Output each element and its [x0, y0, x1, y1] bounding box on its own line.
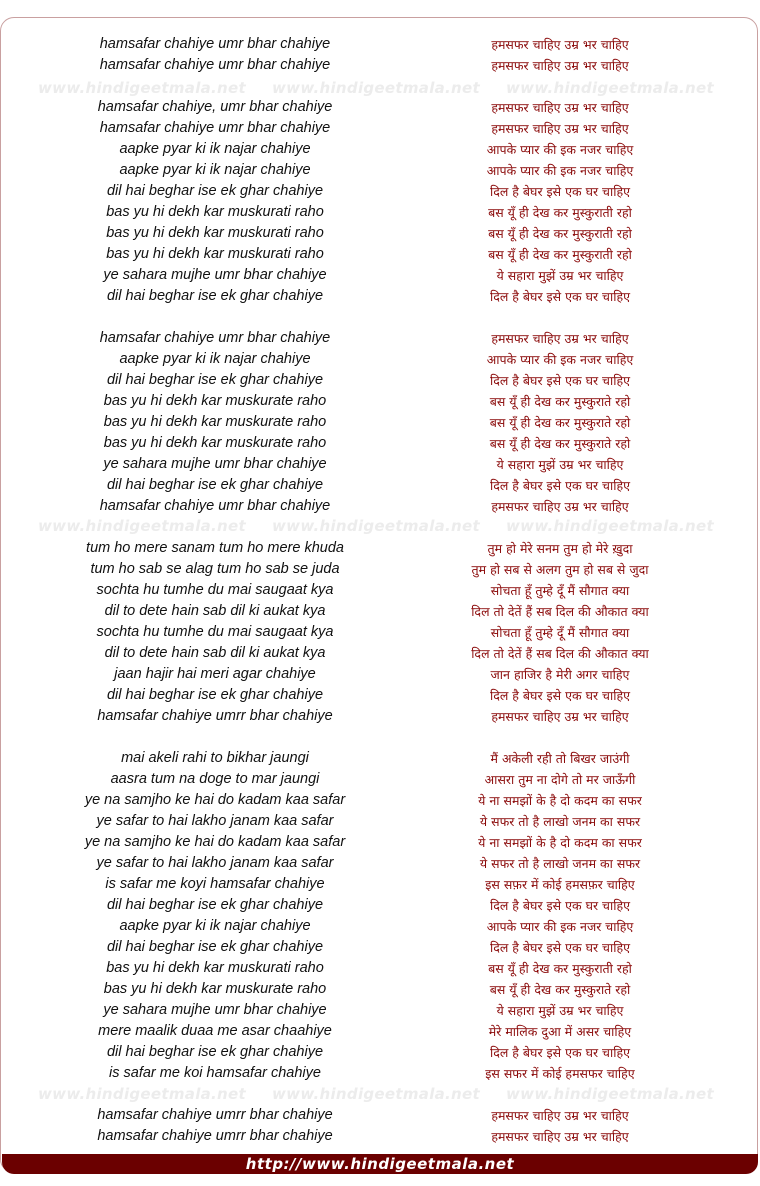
lyric-line-english: ye sahara mujhe umr bhar chahiye — [103, 267, 327, 283]
lyric-line-hindi: ये सहारा मुझें उम्र भर चाहिए — [496, 268, 624, 283]
lyric-line-hindi: सोचता हूँ तुम्हे दूँ मैं सौगात क्या — [490, 583, 630, 598]
lyric-line-english: dil hai beghar ise ek ghar chahiye — [106, 477, 324, 493]
lyric-line-hindi: तुम हो सब से अलग तुम हो सब से जुदा — [471, 562, 649, 577]
lyric-line-english: aapke pyar ki ik najar chahiye — [119, 918, 311, 934]
lyric-line-hindi: दिल है बेघर इसे एक घर चाहिए — [489, 1045, 631, 1060]
lyric-line-hindi: हमसफर चाहिए उम्र भर चाहिए — [491, 1129, 629, 1144]
watermark-text: www.hindigeetmala.net — [506, 517, 714, 535]
lyric-line-english: bas yu hi dekh kar muskurate raho — [103, 435, 327, 451]
lyric-line-hindi: ये ना समझों के है दो कदम का सफर — [478, 835, 642, 850]
lyric-line-english: bas yu hi dekh kar muskurate raho — [103, 414, 327, 430]
lyric-line-hindi: हमसफर चाहिए उम्र भर चाहिए — [491, 1108, 629, 1123]
lyric-line-hindi: जान हाजिर है मेरी अगर चाहिए — [490, 667, 630, 682]
lyric-line-hindi: दिल तो देतें हैं सब दिल की औकात क्या — [471, 646, 649, 661]
lyric-line-english: aasra tum na doge to mar jaungi — [110, 771, 320, 787]
lyric-line-english: dil hai beghar ise ek ghar chahiye — [106, 939, 324, 955]
lyric-line-english: tum ho sab se alag tum ho sab se juda — [90, 561, 340, 577]
lyric-line-english: is safar me koyi hamsafar chahiye — [105, 876, 325, 892]
lyric-line-english: is safar me koi hamsafar chahiye — [109, 1065, 321, 1081]
watermark-row — [0, 517, 760, 539]
lyric-line-english: ye sahara mujhe umr bhar chahiye — [103, 1002, 327, 1018]
lyric-line-hindi: बस यूँ ही देख कर मुस्कुराते रहो — [489, 436, 631, 451]
lyric-line-english: ye na samjho ke hai do kadam kaa safar — [84, 792, 346, 808]
lyric-line-english: hamsafar chahiye umrr bhar chahiye — [97, 1128, 333, 1144]
lyric-line-hindi: बस यूँ ही देख कर मुस्कुराती रहो — [488, 247, 632, 262]
lyric-line-hindi: बस यूँ ही देख कर मुस्कुराते रहो — [489, 394, 631, 409]
footer-url-link[interactable]: http://www.hindigeetmala.net — [2, 1154, 758, 1174]
lyric-line-hindi: आसरा तुम ना दोगे तो मर जाऊँगी — [484, 772, 636, 787]
lyric-line-hindi: ये सफर तो है लाखो जनम का सफर — [479, 856, 641, 871]
lyric-line-english: dil hai beghar ise ek ghar chahiye — [106, 687, 324, 703]
lyric-line-hindi: बस यूँ ही देख कर मुस्कुराती रहो — [488, 205, 632, 220]
lyric-line-hindi: ये सहारा मुझें उम्र भर चाहिए — [496, 457, 624, 472]
watermark-text: www.hindigeetmala.net — [272, 79, 480, 97]
watermark-text: www.hindigeetmala.net — [38, 1085, 246, 1103]
lyric-line-hindi: हमसफर चाहिए उम्र भर चाहिए — [491, 58, 629, 73]
lyric-line-english: aapke pyar ki ik najar chahiye — [119, 162, 311, 178]
lyric-line-english: hamsafar chahiye umr bhar chahiye — [99, 36, 331, 52]
lyric-line-hindi: हमसफर चाहिए उम्र भर चाहिए — [491, 37, 629, 52]
lyric-line-english: bas yu hi dekh kar muskurate raho — [103, 981, 327, 997]
lyric-line-english: ye safar to hai lakho janam kaa safar — [96, 813, 334, 829]
lyric-line-english: hamsafar chahiye umr bhar chahiye — [99, 57, 331, 73]
lyric-line-hindi: मेरे मालिक दुआ में असर चाहिए — [488, 1024, 632, 1039]
lyric-line-hindi: दिल तो देतें हैं सब दिल की औकात क्या — [471, 604, 649, 619]
lyric-line-english: aapke pyar ki ik najar chahiye — [119, 351, 311, 367]
lyric-line-english: bas yu hi dekh kar muskurati raho — [106, 225, 324, 241]
lyric-line-hindi: दिल है बेघर इसे एक घर चाहिए — [489, 478, 631, 493]
lyric-line-hindi: आपके प्यार की इक नजर चाहिए — [486, 142, 634, 157]
lyric-line-hindi: दिल है बेघर इसे एक घर चाहिए — [489, 940, 631, 955]
lyric-line-hindi: दिल है बेघर इसे एक घर चाहिए — [489, 289, 631, 304]
lyric-line-hindi: आपके प्यार की इक नजर चाहिए — [486, 352, 634, 367]
lyric-line-english: hamsafar chahiye umrr bhar chahiye — [97, 1107, 333, 1123]
lyric-line-hindi: हमसफर चाहिए उम्र भर चाहिए — [491, 709, 629, 724]
lyric-line-english: dil hai beghar ise ek ghar chahiye — [106, 288, 324, 304]
lyric-line-hindi: दिल है बेघर इसे एक घर चाहिए — [489, 688, 631, 703]
lyric-line-english: dil to dete hain sab dil ki aukat kya — [104, 603, 326, 619]
lyric-line-english: hamsafar chahiye umr bhar chahiye — [99, 120, 331, 136]
lyric-line-hindi: हमसफर चाहिए उम्र भर चाहिए — [491, 100, 629, 115]
lyric-line-hindi: हमसफर चाहिए उम्र भर चाहिए — [491, 121, 629, 136]
lyric-line-hindi: इस सफर में कोई हमसफर चाहिए — [485, 1066, 635, 1081]
watermark-text: www.hindigeetmala.net — [38, 517, 246, 535]
lyric-line-english: hamsafar chahiye umrr bhar chahiye — [97, 708, 333, 724]
lyric-line-english: sochta hu tumhe du mai saugaat kya — [96, 624, 334, 640]
lyric-line-english: aapke pyar ki ik najar chahiye — [119, 141, 311, 157]
lyric-line-english: dil hai beghar ise ek ghar chahiye — [106, 1044, 324, 1060]
lyric-line-hindi: हमसफर चाहिए उम्र भर चाहिए — [491, 499, 629, 514]
lyric-line-hindi: आपके प्यार की इक नजर चाहिए — [486, 919, 634, 934]
lyric-line-english: bas yu hi dekh kar muskurati raho — [106, 960, 324, 976]
watermark-text: www.hindigeetmala.net — [272, 517, 480, 535]
lyric-line-hindi: मैं अकेली रही तो बिखर जाउंगी — [490, 751, 630, 766]
lyric-line-hindi: तुम हो मेरे सनम तुम हो मेरे ख़ुदा — [487, 541, 633, 556]
lyric-line-english: dil to dete hain sab dil ki aukat kya — [104, 645, 326, 661]
lyric-line-hindi: सोचता हूँ तुम्हे दूँ मैं सौगात क्या — [490, 625, 630, 640]
lyric-line-english: hamsafar chahiye umr bhar chahiye — [99, 330, 331, 346]
lyric-line-english: sochta hu tumhe du mai saugaat kya — [96, 582, 334, 598]
lyric-line-english: ye sahara mujhe umr bhar chahiye — [103, 456, 327, 472]
lyric-line-english: dil hai beghar ise ek ghar chahiye — [106, 183, 324, 199]
lyric-line-english: jaan hajir hai meri agar chahiye — [114, 666, 316, 682]
lyric-line-english: hamsafar chahiye, umr bhar chahiye — [97, 99, 333, 115]
lyric-line-english: bas yu hi dekh kar muskurate raho — [103, 393, 327, 409]
lyric-line-hindi: इस सफ़र में कोई हमसफ़र चाहिए — [485, 877, 635, 892]
lyric-line-hindi: बस यूँ ही देख कर मुस्कुराती रहो — [488, 961, 632, 976]
lyric-line-english: mere maalik duaa me asar chaahiye — [98, 1023, 332, 1039]
lyric-line-hindi: बस यूँ ही देख कर मुस्कुराते रहो — [489, 982, 631, 997]
lyric-line-english: ye safar to hai lakho janam kaa safar — [96, 855, 334, 871]
lyric-line-english: ye na samjho ke hai do kadam kaa safar — [84, 834, 346, 850]
lyric-line-english: tum ho mere sanam tum ho mere khuda — [86, 540, 344, 556]
watermark-text: www.hindigeetmala.net — [506, 79, 714, 97]
lyric-line-english: dil hai beghar ise ek ghar chahiye — [106, 372, 324, 388]
watermark-row — [0, 1085, 760, 1107]
watermark-text: www.hindigeetmala.net — [506, 1085, 714, 1103]
watermark-text: www.hindigeetmala.net — [272, 1085, 480, 1103]
lyric-line-hindi: आपके प्यार की इक नजर चाहिए — [486, 163, 634, 178]
lyric-line-english: hamsafar chahiye umr bhar chahiye — [99, 498, 331, 514]
lyric-line-hindi: बस यूँ ही देख कर मुस्कुराते रहो — [489, 415, 631, 430]
lyric-line-english: mai akeli rahi to bikhar jaungi — [121, 750, 309, 766]
lyric-line-hindi: दिल है बेघर इसे एक घर चाहिए — [489, 184, 631, 199]
lyric-line-hindi: हमसफर चाहिए उम्र भर चाहिए — [491, 331, 629, 346]
lyric-line-hindi: दिल है बेघर इसे एक घर चाहिए — [489, 373, 631, 388]
lyric-line-english: dil hai beghar ise ek ghar chahiye — [106, 897, 324, 913]
lyric-line-hindi: बस यूँ ही देख कर मुस्कुराती रहो — [488, 226, 632, 241]
lyric-line-english: bas yu hi dekh kar muskurati raho — [106, 246, 324, 262]
watermark-text: www.hindigeetmala.net — [38, 79, 246, 97]
lyric-line-hindi: दिल है बेघर इसे एक घर चाहिए — [489, 898, 631, 913]
lyric-line-hindi: ये सफर तो है लाखो जनम का सफर — [479, 814, 641, 829]
lyric-line-hindi: ये सहारा मुझें उम्र भर चाहिए — [496, 1003, 624, 1018]
lyric-line-english: bas yu hi dekh kar muskurati raho — [106, 204, 324, 220]
lyric-line-hindi: ये ना समझों के है दो कदम का सफर — [478, 793, 642, 808]
